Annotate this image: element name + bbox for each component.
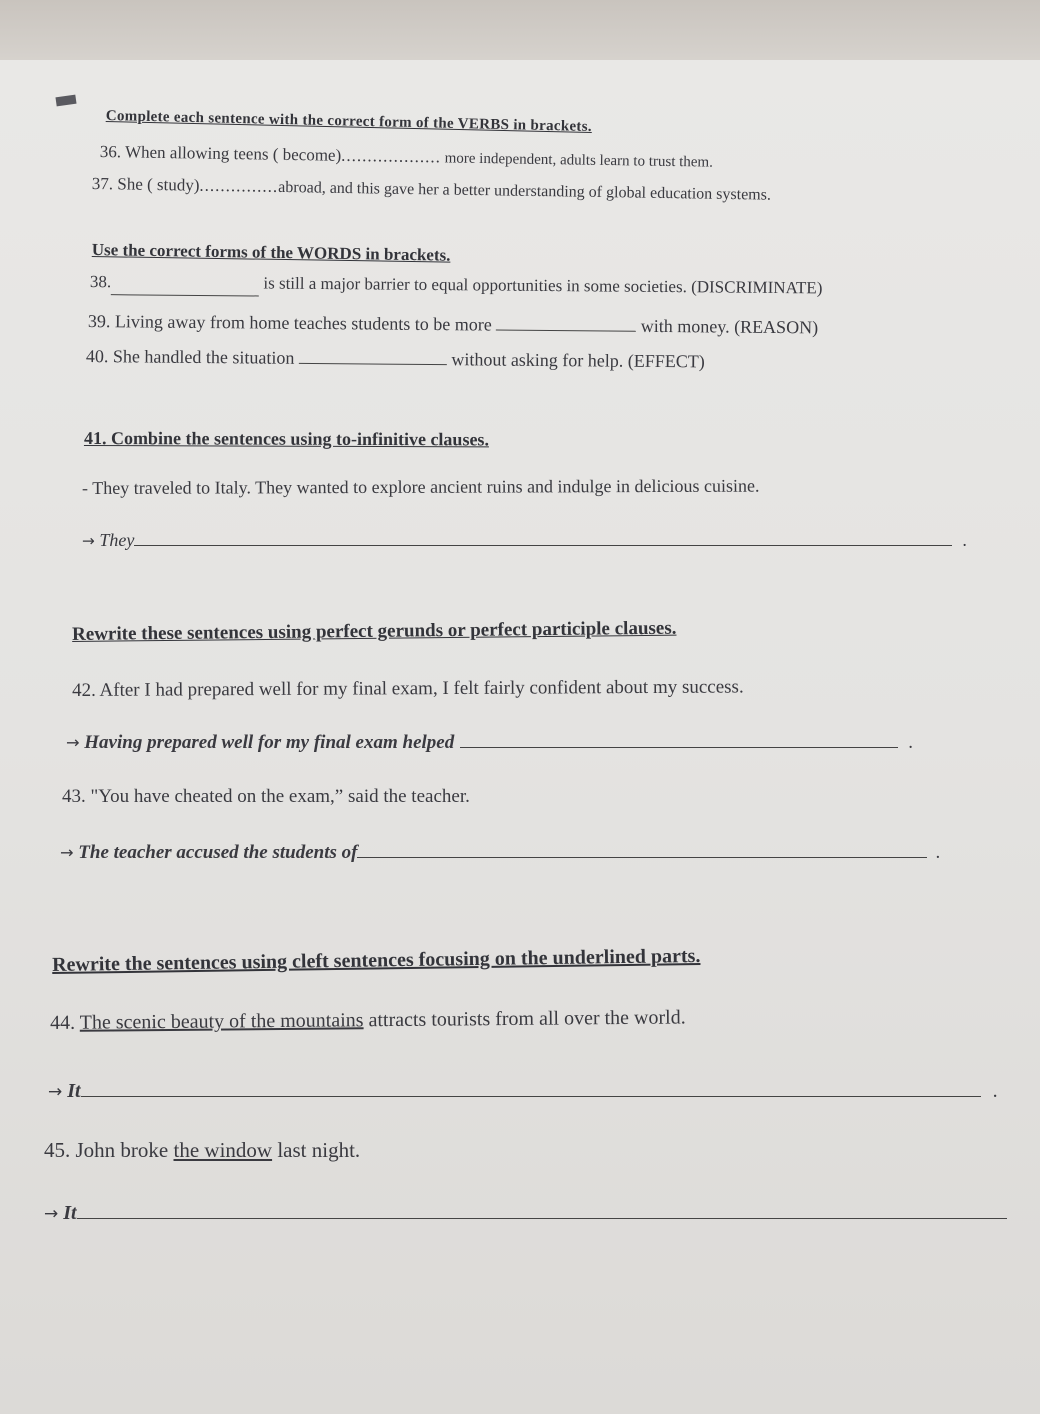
q36-blank[interactable]: ................... <box>341 145 442 167</box>
background-surface <box>0 0 1040 60</box>
question-42: 42. After I had prepared well for my final exam, I felt fairly confident about my success. <box>72 676 744 701</box>
q43-answer-prefix: The teacher accused the students of <box>78 842 358 863</box>
arrow-icon: → <box>60 843 74 862</box>
q45-underlined-part: the window <box>173 1138 273 1162</box>
q42-answer-blank[interactable] <box>460 747 898 748</box>
arrow-icon: → <box>48 1082 63 1102</box>
q45-text-start: 45. John broke <box>44 1138 174 1162</box>
q43-answer-blank[interactable] <box>357 857 927 858</box>
q39-answer-blank[interactable] <box>496 330 636 332</box>
q43-answer-line <box>60 842 940 864</box>
q38-text: is still a major barrier to equal opportunities in some societies. (DISCRIMINATE) <box>259 273 823 298</box>
q41-answer-blank[interactable] <box>134 545 952 546</box>
arrow-icon: → <box>66 733 80 752</box>
q45-answer-prefix: It <box>63 1202 77 1224</box>
q45-answer-line <box>44 1202 1007 1225</box>
q43-end: . <box>935 842 941 863</box>
cleft-heading: Rewrite the sentences using cleft sentences focusing on the underlined parts. <box>52 944 701 976</box>
arrow-icon: → <box>44 1204 59 1224</box>
q44-text: attracts tourists from all over the world. <box>363 1006 686 1032</box>
words-heading: Use the correct forms of the WORDS in brackets. <box>91 240 451 265</box>
q42-end: . <box>908 732 913 753</box>
q37-blank[interactable]: ............... <box>199 175 279 196</box>
q42-answer-line <box>66 732 913 754</box>
q44-answer-blank[interactable] <box>81 1096 981 1097</box>
q39-text-end: with money. (REASON) <box>636 315 819 338</box>
combine-heading: 41. Combine the sentences using to-infinitive clauses. <box>83 428 489 450</box>
q44-underlined-part: The scenic beauty of the mountains <box>79 1009 364 1034</box>
q44-answer-line <box>48 1080 998 1103</box>
q37-text-start: 37. She ( study) <box>91 174 200 195</box>
q40-text-start: 40. She handled the situation <box>85 346 299 368</box>
q39-text-start: 39. Living away from home teaches students to be more <box>87 311 497 335</box>
question-45 <box>44 1138 360 1163</box>
question-43: 43. "You have cheated on the exam,” said the teacher. <box>62 786 470 807</box>
q40-answer-blank[interactable] <box>299 363 447 365</box>
q41-sentence: - They traveled to Italy. They wanted to explore ancient ruins and indulge in delicious cuisine. <box>82 475 760 498</box>
q40-text-end: without asking for help. (EFFECT) <box>446 349 705 372</box>
q37-text-end: abroad, and this gave her a better understanding of global education systems. <box>278 178 772 204</box>
q41-end: . <box>962 530 967 550</box>
q42-answer-prefix: Having prepared well for my final exam helped <box>84 732 455 753</box>
q44-number: 44. <box>50 1011 80 1034</box>
q44-end: . <box>992 1080 998 1102</box>
arrow-icon: → <box>82 532 95 550</box>
perfect-heading: Rewrite these sentences using perfect gerunds or perfect participle clauses. <box>72 617 677 645</box>
q45-text-end: last night. <box>272 1138 361 1162</box>
q41-answer-line <box>82 530 967 551</box>
q45-answer-blank[interactable] <box>77 1218 1007 1219</box>
q36-text-end: more independent, adults learn to trust them. <box>440 150 714 171</box>
verbs-heading: Complete each sentence with the correct form of the VERBS in brackets. <box>105 108 593 136</box>
q36-text-start: 36. When allowing teens ( become) <box>99 142 342 165</box>
q41-answer-prefix: They <box>99 530 135 550</box>
q38-number: 38. <box>89 272 112 292</box>
q44-answer-prefix: It <box>67 1080 81 1102</box>
